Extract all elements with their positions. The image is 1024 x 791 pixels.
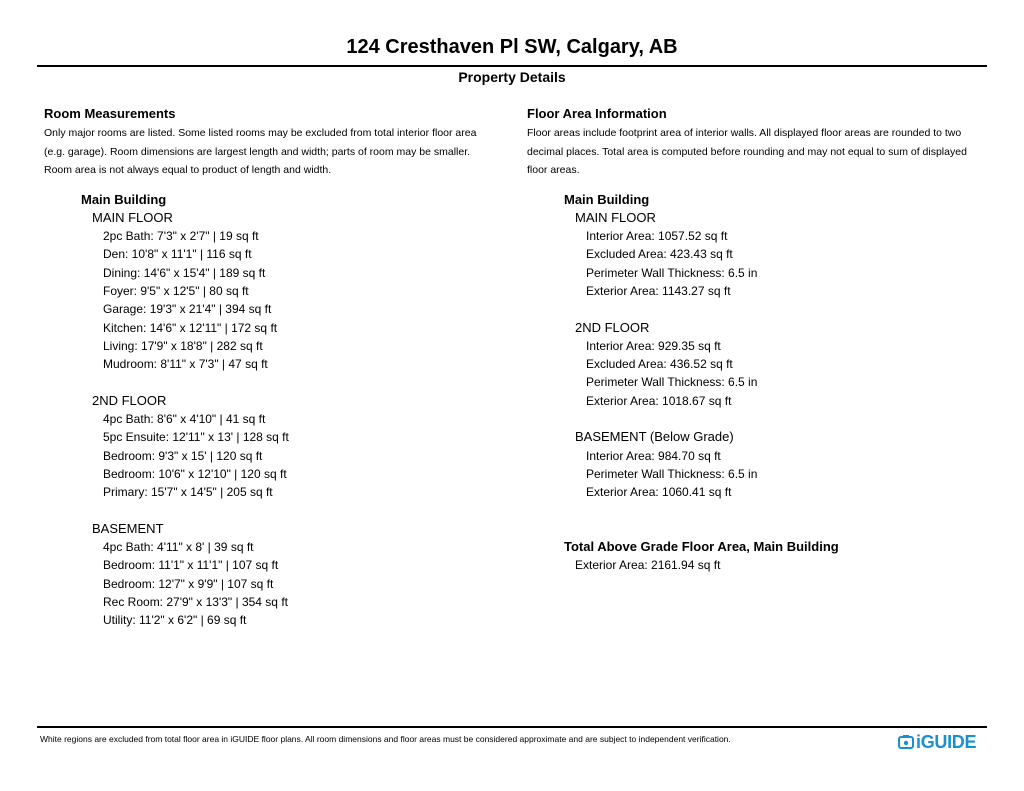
floor-area-note [527, 124, 995, 180]
iguide-logo [898, 731, 976, 753]
room-item: Mudroom: 8'11" x 7'3" | 47 sq ft [103, 357, 268, 372]
floor-name: BASEMENT (Below Grade) [575, 429, 734, 445]
room-item: Garage: 19'3" x 21'4" | 394 sq ft [103, 302, 272, 317]
iguide-logo-text: iGUIDE [916, 731, 977, 752]
area-item: Interior Area: 984.70 sq ft [586, 448, 721, 463]
room-item: Bedroom: 9'3" x 15' | 120 sq ft [103, 448, 263, 463]
floor-area-list [527, 191, 995, 575]
note-line: Room area is not always equal to product of length and width. [44, 164, 332, 176]
iguide-logo-icon [898, 734, 914, 750]
floor-name: MAIN FLOOR [92, 209, 173, 225]
floor-area-section [527, 106, 995, 575]
room-item: 4pc Bath: 8'6" x 4'10" | 41 sq ft [103, 412, 266, 427]
room-item: 2pc Bath: 7'3" x 2'7" | 19 sq ft [103, 229, 259, 244]
area-item: Interior Area: 1057.52 sq ft [586, 229, 728, 244]
area-item: Exterior Area: 1060.41 sq ft [586, 485, 732, 500]
room-item: Dining: 14'6" x 15'4" | 189 sq ft [103, 265, 266, 280]
room-item: Foyer: 9'5" x 12'5" | 80 sq ft [103, 283, 249, 298]
room-item: Bedroom: 12'7" x 9'9" | 107 sq ft [103, 576, 274, 591]
floor-name: 2ND FLOOR [575, 319, 650, 335]
building-name: Main Building [564, 191, 650, 207]
room-item: Den: 10'8" x 11'1" | 116 sq ft [103, 247, 252, 262]
page-title: 124 Cresthaven Pl SW, Calgary, AB [346, 36, 678, 58]
area-item: Perimeter Wall Thickness: 6.5 in [586, 375, 758, 390]
room-item: Bedroom: 11'1" x 11'1" | 107 sq ft [103, 558, 279, 573]
room-list [44, 191, 504, 630]
note-line: Floor areas include footprint area of interior walls. All displayed floor areas are rounded to two [527, 127, 962, 139]
room-item: Primary: 15'7" x 14'5" | 205 sq ft [103, 485, 273, 500]
note-line: (e.g. garage). Room dimensions are largest length and width; parts of room may be smaller. [44, 145, 471, 158]
building-name: Main Building [81, 191, 167, 207]
room-item: Rec Room: 27'9" x 13'3" | 354 sq ft [103, 595, 288, 610]
total-area-heading: Total Above Grade Floor Area, Main Building [564, 539, 839, 555]
note-line: Only major rooms are listed. Some listed rooms may be excluded from total interior floor area [44, 127, 477, 139]
room-measurements-note [44, 124, 504, 180]
footer-disclaimer: White regions are excluded from total floor area in iGUIDE floor plans. All room dimensions and floor areas must be considered approximate and are subject to independent verification. [40, 734, 731, 744]
room-measurements-heading: Room Measurements [44, 106, 176, 121]
floor-name: MAIN FLOOR [575, 209, 656, 225]
area-item: Excluded Area: 436.52 sq ft [586, 357, 733, 372]
area-item: Exterior Area: 1018.67 sq ft [586, 393, 732, 408]
room-item: Utility: 11'2" x 6'2" | 69 sq ft [103, 613, 247, 628]
room-item: Living: 17'9" x 18'8" | 282 sq ft [103, 338, 263, 353]
floor-name: 2ND FLOOR [92, 392, 167, 408]
room-item: Kitchen: 14'6" x 12'11" | 172 sq ft [103, 320, 278, 335]
header-divider [37, 65, 987, 67]
page-subtitle: Property Details [458, 69, 566, 85]
room-measurements-section [44, 106, 504, 630]
note-line: floor areas. [527, 164, 580, 176]
floor-area-heading: Floor Area Information [527, 106, 667, 121]
room-item: 5pc Ensuite: 12'11" x 13' | 128 sq ft [103, 430, 289, 445]
total-area-value: Exterior Area: 2161.94 sq ft [575, 558, 721, 573]
area-item: Excluded Area: 423.43 sq ft [586, 247, 733, 262]
area-item: Perimeter Wall Thickness: 6.5 in [586, 466, 758, 481]
floor-name: BASEMENT [92, 520, 164, 536]
room-item: 4pc Bath: 4'11" x 8' | 39 sq ft [103, 540, 254, 555]
footer-divider [37, 726, 987, 728]
area-item: Perimeter Wall Thickness: 6.5 in [586, 265, 758, 280]
area-item: Exterior Area: 1143.27 sq ft [586, 283, 731, 298]
area-item: Interior Area: 929.35 sq ft [586, 338, 721, 353]
room-item: Bedroom: 10'6" x 12'10" | 120 sq ft [103, 466, 287, 481]
note-line: decimal places. Total area is computed before rounding and may not equal to sum of displayed [527, 145, 967, 158]
